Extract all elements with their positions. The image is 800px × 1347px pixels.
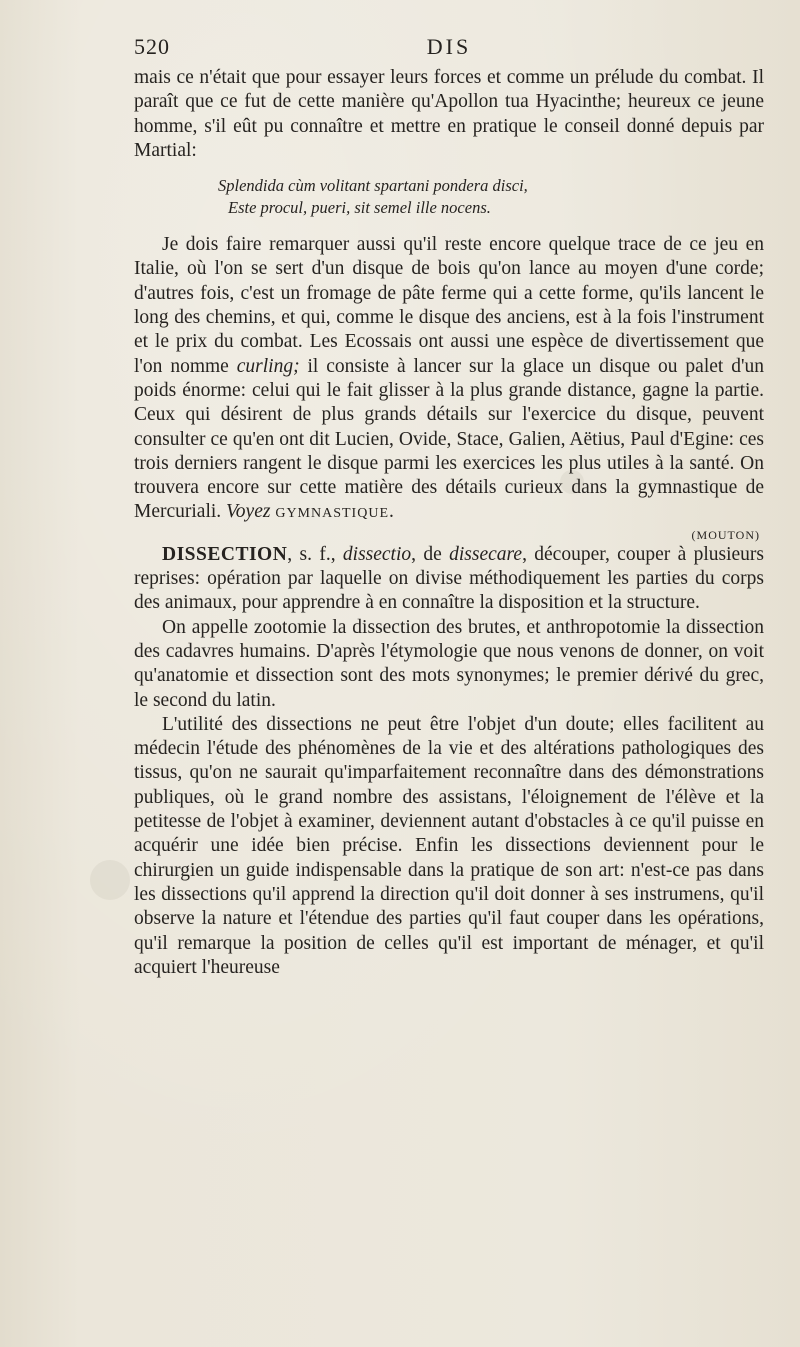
verse-line-1: Splendida cùm volitant spartani pondera disci,: [218, 176, 528, 196]
page-number: 520: [134, 34, 170, 59]
paper-stain: [90, 860, 130, 900]
entry-grammar: , s. f.,: [287, 543, 343, 565]
paragraph-disque-italie: [134, 233, 764, 525]
entry-dissection: [134, 543, 764, 616]
paragraph-zootomie: On appelle zootomie la dissection des brutes, et anthropotomie la dissection des cadavres humains. D'après l'étymologie que nous venons de donner, on voit qu'anatomie et dissection sont des mots synonymes; le premier dérivé du grec, le second du latin.: [134, 616, 764, 711]
cross-reference-voyez: Voyez: [226, 501, 271, 523]
cross-reference-target: gymnastique.: [275, 501, 395, 523]
verse-line-2: Este procul, pueri, sit semel ille nocens.: [228, 198, 491, 218]
paragraph-text: il consiste à lancer sur la glace un disque ou palet d'un poids énorme: celui qui le fait glisser à la plus grande distance, gagne la partie. Ceux qui désirent de plus grands détails sur l'exercice du disque, peuvent consulter ce qu'en ont dit Lucien, Ovide, Stace, Galien, Aëtius, Paul d'Egine: ces trois derniers rangent le disque parmi les exercices les plus utiles à la santé. On trouvera encore sur cette matière des détails curieux dans la gymnastique de Mercuriali.: [134, 355, 764, 523]
term-curling: curling;: [236, 355, 300, 377]
entry-headword: DISSECTION: [162, 543, 288, 565]
page-body: [134, 66, 764, 980]
entry-latin-verb: dissecare: [449, 543, 523, 565]
entry-text: , de: [411, 543, 450, 565]
paragraph-text: Je dois faire remarquer aussi qu'il reste encore quelque trace de ce jeu en Italie, où l'on se sert d'un disque de bois qu'on lance au moyen d'une corde; d'autres fois, c'est un fromage de pâte ferme qui a cette forme, qu'ils lancent le long des chemins, et qui, comme le disque des anciens, est à la fois l'instrument et le prix du combat. Les Ecossais ont aussi une espèce de divertissement que l'on nomme: [134, 234, 764, 377]
author-signature: (MOUTON): [691, 527, 760, 542]
verse-quotation: [134, 175, 764, 219]
paragraph-continuation: mais ce n'était que pour essayer leurs forces et comme un prélude du combat. Il paraît que ce fut de cette manière qu'Apollon tua Hyacinthe; heureux ce jeune homme, s'il eût pu connaître et mettre en pratique le conseil donné depuis par Martial:: [134, 67, 764, 161]
entry-definition: , découper, couper à plusieurs reprises: opération par laquelle on divise méthodiquement les parties du corps des animaux, pour apprendre à en connaître la disposition et la structure.: [134, 543, 764, 614]
running-head: DIS: [426, 34, 472, 59]
paragraph-utilite: L'utilité des dissections ne peut être l'objet d'un doute; elles facilitent au médecin l'étude des phénomènes de la vie et des altérations pathologiques des tissus, qu'on ne saurait qu'imparfaitement reconnaître dans des démonstrations publiques, où le grand nombre des assistans, l'éloignement de l'élève et la petitesse de l'objet à examiner, deviennent autant d'obstacles à ce qu'il puisse en acquérir une idée bien précise. Enfin les dissections deviennent pour le chirurgien un guide indispensable dans la pratique de son art: n'est-ce pas dans les dissections qu'il apprend la direction qu'il doit donner à ses instrumens, qu'il observe la nature et l'étendue des parties qu'il faut couper dans les opérations, qu'il remarque la position de celles qu'il est important de ménager, et qu'il acquiert l'heureuse: [134, 713, 764, 978]
entry-latin-noun: dissectio: [342, 543, 412, 565]
page-header: [134, 34, 764, 66]
